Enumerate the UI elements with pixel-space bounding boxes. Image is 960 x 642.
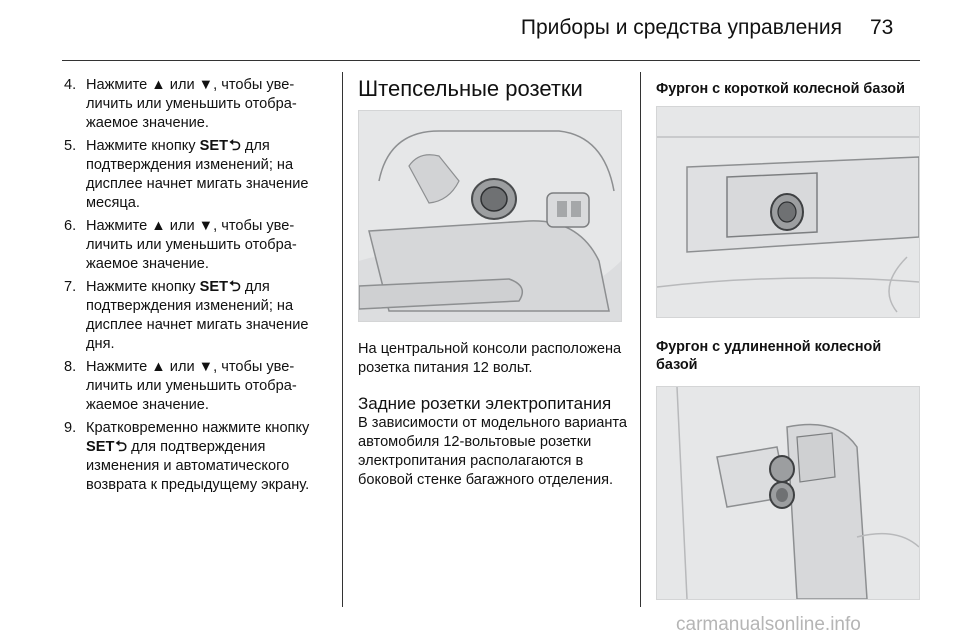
set-key-label: SET — [199, 279, 229, 295]
list-item: 5. Нажмите кнопку SET⮌ для подтверждения изменений; на дисплее начнет мигать значение месяца. — [64, 138, 309, 211]
power-socket-icon — [657, 387, 919, 599]
long-van-socket-illustration — [656, 386, 920, 600]
page-title: Приборы и средства управления — [520, 16, 842, 39]
header-divider — [62, 60, 920, 61]
set-key-label: SET — [199, 138, 229, 154]
column-divider-right — [640, 72, 641, 607]
section-title: Штепсельные розетки — [358, 76, 583, 101]
rear-sockets-text: В зависимости от модельного варианта автомобиля 12-вольтовые розетки электропитания располагаются в боковой стенке багажного отделения. — [358, 415, 628, 488]
short-van-socket-illustration — [656, 106, 920, 318]
rear-sockets-heading: Задние розетки электропитания — [358, 394, 612, 413]
list-item: 9. Кратковременно нажмите кнопку SET⮌ для подтверждения изменения и автоматического возврата к предыдущему экрану. — [64, 420, 310, 493]
page-number: 73 — [870, 16, 894, 39]
steps-list — [64, 76, 330, 499]
caption-short-wheelbase: Фургон с короткой колесной базой — [656, 81, 905, 97]
return-arrow-icon: ⮌ — [115, 439, 128, 455]
list-item: 8. Нажмите ▲ или ▼, чтобы увеличить или уменьшить отображаемое значение. — [64, 359, 297, 413]
power-socket-icon — [657, 107, 919, 317]
watermark: carmanualsonline.info — [676, 614, 861, 635]
return-arrow-icon: ⮌ — [229, 279, 241, 295]
return-arrow-icon: ⮌ — [229, 138, 241, 154]
list-item: 6. Нажмите ▲ или ▼, чтобы увеличить или уменьшить отображаемое значение. — [64, 218, 297, 272]
list-item: 7. Нажмите кнопку SET⮌ для подтверждения изменений; на дисплее начнет мигать значение дня. — [64, 279, 309, 352]
caption-long-wheelbase: Фургон с удлиненной колесной базой — [656, 339, 882, 373]
van-sockets-section — [656, 80, 924, 600]
list-item: 4. Нажмите ▲ или ▼, чтобы увеличить или уменьшить отображаемое значение. — [64, 77, 297, 131]
console-socket-text: На центральной консоли расположена розетка питания 12 вольт. — [358, 341, 622, 376]
sockets-section — [358, 76, 628, 490]
set-key-label: SET — [86, 439, 115, 455]
console-socket-illustration — [358, 110, 622, 322]
power-socket-icon — [359, 111, 621, 321]
column-divider-left — [342, 72, 343, 607]
